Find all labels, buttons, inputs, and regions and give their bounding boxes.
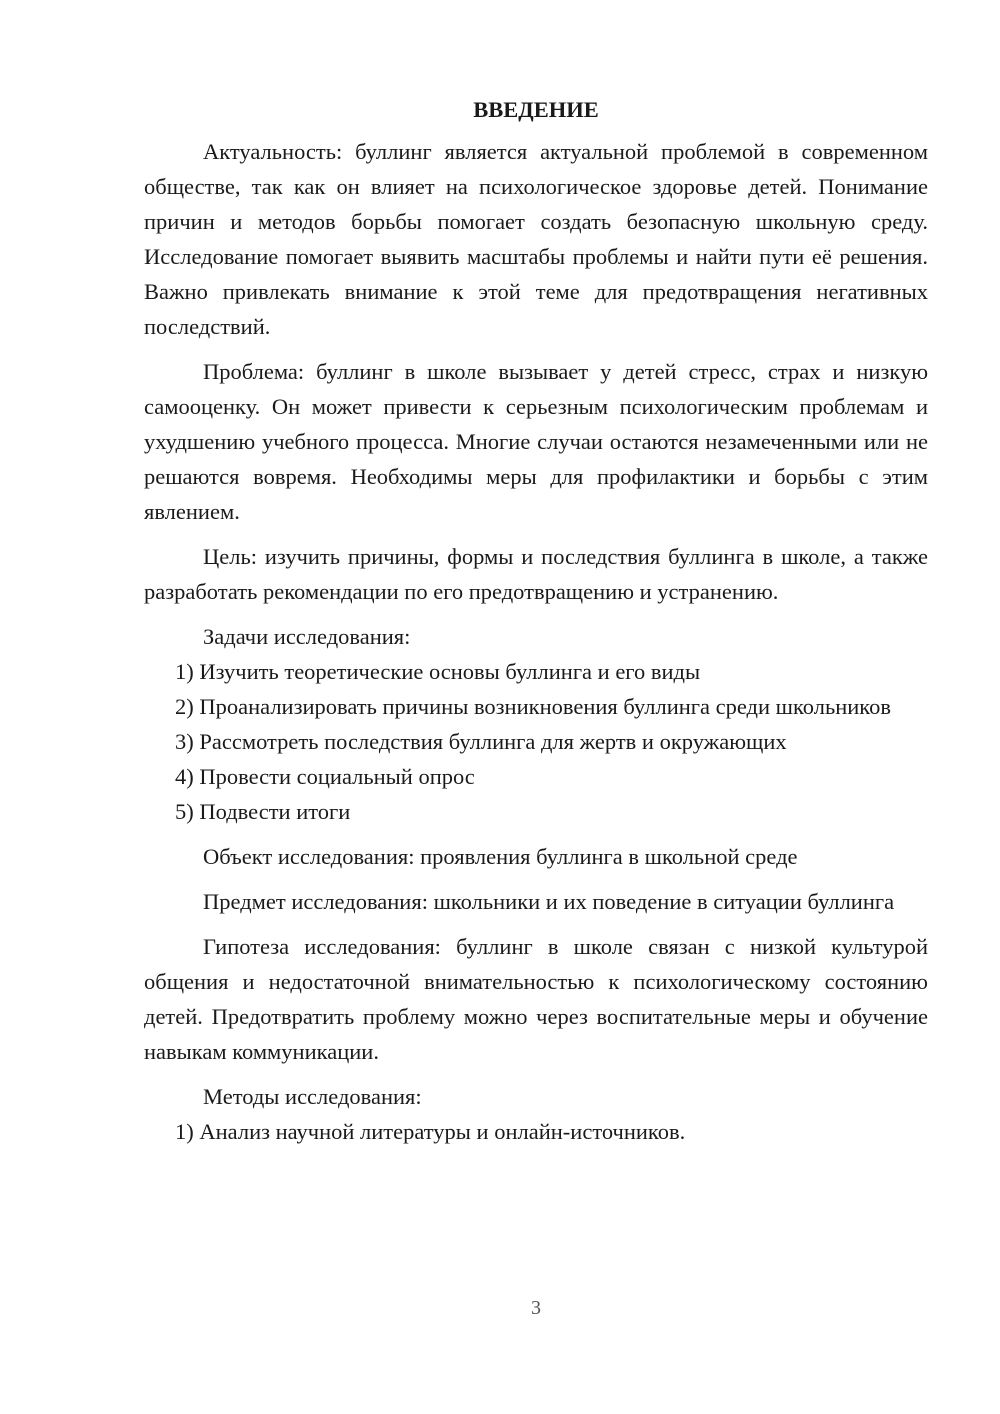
hypothesis-paragraph: Гипотеза исследования: буллинг в школе связан с низкой культурой общения и недостаточной внимательностью к психологическому состоянию детей. Предотвратить проблему можно через воспитательные меры и обучение навыкам коммуникации.	[144, 934, 928, 1064]
task-item-5: 5) Подвести итоги	[175, 799, 351, 824]
page-number: 3	[531, 1297, 541, 1319]
task-item-4: 4) Провести социальный опрос	[175, 764, 475, 789]
methods-title: Методы исследования:	[203, 1084, 422, 1109]
method-item-1: 1) Анализ научной литературы и онлайн-источников.	[175, 1119, 686, 1144]
task-item-3: 3) Рассмотреть последствия буллинга для жертв и окружающих	[175, 729, 787, 754]
section-heading: ВВЕДЕНИЕ	[473, 97, 599, 122]
document-page	[144, 92, 928, 1149]
task-item-2: 2) Проанализировать причины возникновения буллинга среди школьников	[175, 694, 891, 719]
tasks-title: Задачи исследования:	[203, 624, 411, 649]
subject-paragraph: Предмет исследования: школьники и их поведение в ситуации буллинга	[203, 889, 895, 914]
task-item-1: 1) Изучить теоретические основы буллинга и его виды	[175, 659, 701, 684]
problem-paragraph: Проблема: буллинг в школе вызывает у детей стресс, страх и низкую самооценку. Он может привести к серьезным психологическим проблемам и ухудшению учебного процесса. Многие случаи остаются незамеченными или не решаются вовремя. Необходимы меры для профилактики и борьбы с этим явлением.	[144, 359, 928, 524]
goal-paragraph: Цель: изучить причины, формы и последствия буллинга в школе, а также разработать рекомендации по его предотвращению и устранению.	[144, 544, 928, 604]
object-paragraph: Объект исследования: проявления буллинга в школьной среде	[203, 844, 798, 869]
relevance-paragraph: Актуальность: буллинг является актуальной проблемой в современном обществе, так как он влияет на психологическое здоровье детей. Понимание причин и методов борьбы помогает создать безопасную школьную среду. Исследование помогает выявить масштабы проблемы и найти пути её решения. Важно привлекать внимание к этой теме для предотвращения негативных последствий.	[144, 139, 928, 339]
